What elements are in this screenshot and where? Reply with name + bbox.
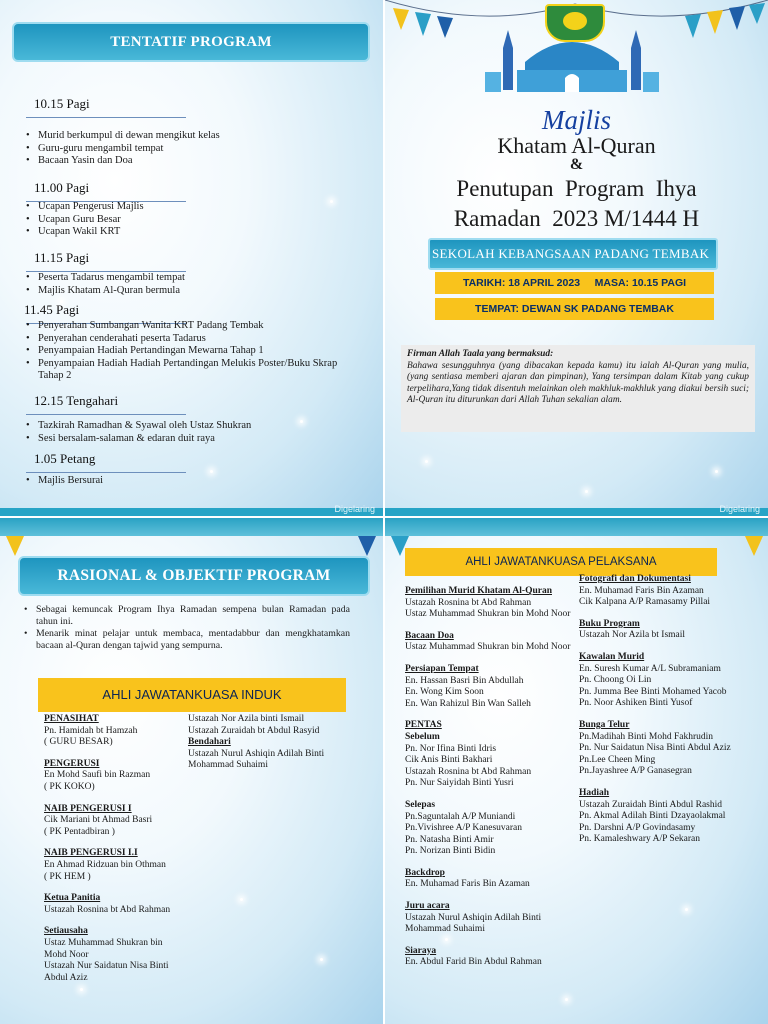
committee-member: ( PK Pentadbiran ) bbox=[44, 826, 115, 837]
top-ribbon bbox=[0, 518, 383, 536]
committee-member: Ustazah Rosnina bt Abd Rahman bbox=[405, 766, 532, 777]
committee-role: Juru acara bbox=[405, 901, 450, 912]
logo-emblem bbox=[563, 12, 587, 30]
flag-decoration bbox=[745, 536, 763, 556]
committee-role: PENTAS bbox=[405, 720, 442, 731]
panel-cover bbox=[385, 0, 768, 516]
time-divider bbox=[26, 472, 186, 473]
committee-role: Pemilihan Murid Khatam Al-Quran bbox=[405, 586, 552, 596]
watermark: Digelaring bbox=[719, 504, 760, 514]
committee-member: Cik Mariani bt Ahmad Basri bbox=[44, 815, 153, 826]
majlis-title: Majlis bbox=[541, 105, 611, 135]
committee-member: Pn. Kamaleshwary A/P Sekaran bbox=[579, 834, 701, 845]
committee-role: Fotografi dan Dokumentasi bbox=[579, 574, 691, 584]
committee-subrole: Sebelum bbox=[405, 731, 440, 742]
committee-member: Pn. Darshni A/P Govindasamy bbox=[579, 822, 696, 833]
committee-block bbox=[405, 586, 577, 621]
committee-block bbox=[188, 737, 338, 772]
time-divider bbox=[26, 117, 186, 118]
schedule-item: • Majlis Khatam Al-Quran bermula bbox=[26, 285, 351, 298]
schedule-list bbox=[26, 201, 351, 239]
committee-member: En. Wong Kim Soon bbox=[405, 687, 484, 698]
committee-role: Bendahari bbox=[188, 737, 231, 748]
title-line-2: Ramadan 2023 M/1444 H bbox=[453, 206, 700, 231]
bottom-strip bbox=[385, 508, 768, 516]
time-slot: 12.15 Tengahari bbox=[34, 393, 119, 408]
committee-role: NAIB PENGERUSI I bbox=[44, 803, 132, 814]
committee-member: ( PK KOKO) bbox=[44, 781, 95, 792]
committee-member: Pn. Nur Saiyidah Binti Yusri bbox=[405, 778, 514, 789]
committee-member: Pn. Noor Ashiken Binti Yusof bbox=[579, 698, 693, 709]
committee-block bbox=[405, 946, 577, 969]
committee-member: Pn. Jumma Bee Binti Mohamed Yacob bbox=[579, 686, 727, 697]
committee-block bbox=[44, 759, 184, 794]
committee-block bbox=[579, 788, 759, 846]
time-divider bbox=[26, 414, 186, 415]
committee-member: Ustazah Nurul Ashiqin Adilah Binti Mohammad Suhaimi bbox=[188, 748, 325, 771]
khatam-title: Khatam Al-Quran bbox=[497, 133, 656, 158]
induk-right-column bbox=[188, 714, 338, 772]
committee-role: Persiapan Tempat bbox=[405, 663, 479, 674]
schedule-list bbox=[26, 475, 351, 488]
committee-member: Pn.Saguntalah A/P Muniandi bbox=[405, 811, 516, 822]
time-slot: 10.15 Pagi bbox=[34, 96, 90, 111]
committee-role: Bunga Telur bbox=[579, 719, 630, 730]
school-name-banner: SEKOLAH KEBANGSAAN PADANG TEMBAK bbox=[428, 238, 718, 270]
schedule-list bbox=[26, 420, 351, 445]
committee-member: Pn.Vivishree A/P Kanesuvaran bbox=[405, 823, 523, 834]
committee-member: Pn. Norizan Binti Bidin bbox=[405, 846, 496, 857]
committee-member: ( PK HEM ) bbox=[44, 871, 91, 882]
committee-block bbox=[579, 652, 759, 710]
committee-role: Bacaan Doa bbox=[405, 630, 454, 641]
rasional-list bbox=[24, 604, 350, 652]
title-line-1: Penutupan Program Ihya bbox=[456, 176, 697, 201]
quote-box bbox=[401, 345, 755, 432]
schedule-item: • Penyampaian Hadiah Pertandingan Mewarna Tahap 1 bbox=[26, 345, 351, 358]
committee-block bbox=[405, 901, 577, 936]
committee-block bbox=[405, 664, 577, 710]
committee-member: Ustazah Nurul Ashiqin Adilah Binti Mohammad Suhaimi bbox=[405, 912, 542, 935]
schedule-item: • Majlis Bersurai bbox=[26, 475, 351, 488]
committee-block bbox=[44, 848, 184, 883]
committee-block bbox=[405, 868, 577, 891]
committee-role: PENASIHAT bbox=[44, 714, 99, 724]
rasional-header: RASIONAL & OBJEKTIF PROGRAM bbox=[18, 556, 370, 596]
committee-member: Pn. Choong Oi Lin bbox=[579, 675, 652, 686]
committee-member: En Ahmad Ridzuan bin Othman bbox=[44, 859, 166, 870]
tentatif-header: TENTATIF PROGRAM bbox=[12, 22, 370, 62]
committee-subrole: Selepas bbox=[405, 799, 436, 810]
pelaksana-right-column bbox=[579, 574, 759, 856]
committee-member: En. Abdul Farid Bin Abdul Rahman bbox=[405, 957, 542, 968]
committee-role: Buku Program bbox=[579, 618, 640, 629]
committee-member: Ustazah Nor Azila binti Ismail bbox=[188, 714, 305, 724]
committee-member: Ustazah Zuraidah bt Abdul Rasyid bbox=[188, 725, 320, 736]
committee-block bbox=[44, 893, 184, 916]
committee-member: En Mohd Saufi bin Razman bbox=[44, 770, 151, 781]
schedule-item: • Peserta Tadarus mengambil tempat bbox=[26, 272, 351, 285]
committee-member: En. Hassan Basri Bin Abdullah bbox=[405, 675, 524, 686]
schedule-item: • Ucapan Guru Besar bbox=[26, 214, 351, 227]
schedule-item: • Penyerahan Sumbangan Wanita KRT Padang Tembak bbox=[26, 320, 351, 333]
committee-role: Kawalan Murid bbox=[579, 651, 645, 662]
rasional-point: • Sebagai kemuncak Program Ihya Ramadan sempena bulan Ramadan pada tahun ini. bbox=[24, 604, 350, 628]
committee-member: En. Suresh Kumar A/L Subramaniam bbox=[579, 663, 721, 674]
schedule-item: • Ucapan Wakil KRT bbox=[26, 226, 351, 239]
induk-header: AHLI JAWATANKUASA INDUK bbox=[38, 678, 346, 712]
committee-member: Ustazah Nur Saidatun Nisa Binti Abdul Aziz bbox=[44, 961, 169, 983]
committee-role: Backdrop bbox=[405, 867, 445, 878]
committee-block bbox=[44, 926, 184, 984]
committee-role: Setiausaha bbox=[44, 926, 88, 937]
schedule-item: • Bacaan Yasin dan Doa bbox=[26, 155, 351, 168]
committee-member: Pn.Jayashree A/P Ganasegran bbox=[579, 766, 692, 777]
time-slot: 11.15 Pagi bbox=[34, 250, 90, 265]
committee-member: Pn. Nor Ifina Binti Idris bbox=[405, 743, 497, 754]
venue-banner: TEMPAT: DEWAN SK PADANG TEMBAK bbox=[435, 298, 714, 320]
quote-title: Firman Allah Taala yang bermaksud: bbox=[407, 349, 554, 359]
committee-member: Pn.Lee Cheen Ming bbox=[579, 754, 656, 765]
committee-role: Ketua Panitia bbox=[44, 893, 101, 904]
committee-block bbox=[44, 714, 184, 749]
rasional-point: • Menarik minat pelajar untuk membaca, mentadabbur dan mengkhatamkan bacaan al-Quran dengan tajwid yang sempurna. bbox=[24, 628, 350, 652]
committee-block bbox=[405, 720, 577, 790]
committee-role: Siaraya bbox=[405, 945, 437, 956]
committee-role: Hadiah bbox=[579, 787, 610, 798]
committee-role: PENGERUSI bbox=[44, 758, 100, 769]
school-logo bbox=[545, 4, 605, 42]
committee-member: Pn. Natasha Binti Amir bbox=[405, 834, 494, 845]
schedule-list bbox=[26, 272, 351, 297]
schedule-item: • Ucapan Pengerusi Majlis bbox=[26, 201, 351, 214]
committee-role: NAIB PENGERUSI I.I bbox=[44, 848, 138, 859]
committee-block bbox=[188, 714, 338, 737]
committee-member: Ustazah Rosnina bt Abd Rahman bbox=[405, 597, 532, 608]
committee-member: Ustaz Muhammad Shukran bin Mohd Noor bbox=[405, 609, 571, 620]
committee-member: Ustaz Muhammad Shukran bin Mohd Noor bbox=[405, 642, 571, 653]
committee-member: En. Muhamad Faris Bin Azaman bbox=[579, 585, 704, 596]
committee-block bbox=[579, 574, 759, 609]
committee-member: Pn. Hamidah bt Hamzah bbox=[44, 725, 138, 736]
committee-member: Ustazah Zuraidah Binti Abdul Rashid bbox=[579, 799, 723, 810]
committee-member: Pn.Madihah Binti Mohd Fakhrudin bbox=[579, 731, 714, 742]
quote-body: Bahawa sesungguhnya (yang dibacakan kepada kamu) itu ialah Al-Quran yang mulia, (yang sentiasa memberi ajaran dan pimpinan), Yang tersimpan dalam Kitab yang cukup terpelihara,Yang tidak disentuh melainkan oleh makhluk-makhluk yang diakui bersih suci; Al-Quran itu diturunkan dari Allah Tuhan sekalian alam. bbox=[407, 360, 749, 405]
time-slot: 11.00 Pagi bbox=[34, 180, 90, 195]
committee-block bbox=[579, 720, 759, 778]
bottom-strip bbox=[0, 508, 383, 516]
committee-member: Cik Kalpana A/P Ramasamy Pillai bbox=[579, 597, 711, 608]
schedule-item: • Murid berkumpul di dewan mengikut kelas bbox=[26, 130, 351, 143]
committee-member: Pn. Nur Saidatun Nisa Binti Abdul Aziz bbox=[579, 743, 731, 754]
schedule-item: • Guru-guru mengambil tempat bbox=[26, 143, 351, 156]
panel-rasional bbox=[0, 518, 383, 1024]
committee-block bbox=[405, 631, 577, 654]
flag-decoration bbox=[6, 536, 24, 556]
schedule-item: • Penyampaian Hadiah Hadiah Pertandingan Melukis Poster/Buku Skrap Tahap 2 bbox=[26, 358, 351, 383]
time-slot: 11.45 Pagi bbox=[24, 302, 80, 317]
committee-member: ( GURU BESAR) bbox=[44, 737, 113, 748]
committee-member: Ustazah Rosnina bt Abd Rahman bbox=[44, 904, 171, 915]
committee-member: Cik Anis Binti Bakhari bbox=[405, 755, 493, 766]
flag-decoration bbox=[358, 536, 376, 556]
pelaksana-header: AHLI JAWATANKUASA PELAKSANA bbox=[405, 548, 717, 576]
ampersand: & bbox=[569, 156, 584, 173]
committee-member: En. Wan Rahizul Bin Wan Salleh bbox=[405, 698, 531, 709]
time-slot: 1.05 Petang bbox=[34, 451, 96, 466]
committee-block bbox=[44, 804, 184, 839]
date-time-banner: TARIKH: 18 APRIL 2023 MASA: 10.15 PAGI bbox=[435, 272, 714, 294]
schedule-list bbox=[26, 130, 351, 168]
schedule-item: • Tazkirah Ramadhan & Syawal oleh Ustaz Shukran bbox=[26, 420, 351, 433]
panel-pelaksana bbox=[385, 518, 768, 1024]
top-ribbon bbox=[385, 518, 768, 536]
pelaksana-left-column bbox=[405, 586, 577, 979]
schedule-item: • Penyerahan cenderahati peserta Tadarus bbox=[26, 333, 351, 346]
schedule-list bbox=[26, 320, 351, 383]
watermark: Digelaring bbox=[334, 504, 375, 514]
committee-member: Ustazah Nor Azila bt Ismail bbox=[579, 630, 686, 641]
committee-block bbox=[579, 619, 759, 642]
committee-block bbox=[405, 800, 577, 858]
committee-member: Ustaz Muhammad Shukran bin Mohd Noor bbox=[44, 937, 163, 960]
committee-member: En. Muhamad Faris Bin Azaman bbox=[405, 879, 530, 890]
committee-member: Pn. Akmal Adilah Binti Dzayaolakmal bbox=[579, 811, 726, 822]
induk-left-column bbox=[44, 714, 184, 994]
panel-tentatif bbox=[0, 0, 383, 516]
schedule-item: • Sesi bersalam-salaman & edaran duit raya bbox=[26, 433, 351, 446]
